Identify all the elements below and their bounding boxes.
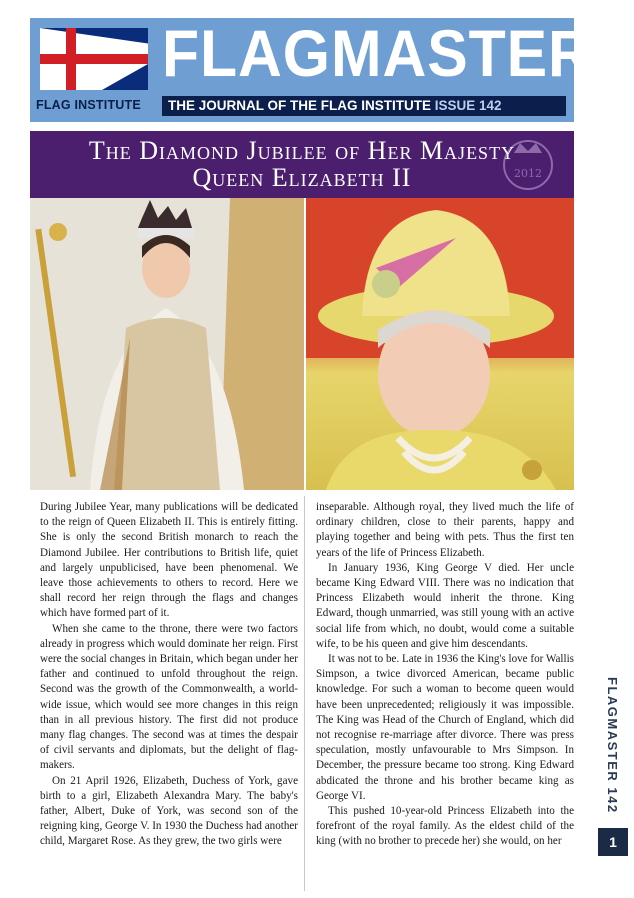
headline-line-2: Queen Elizabeth II <box>192 163 412 192</box>
masthead <box>30 16 593 122</box>
subtitle-bar <box>162 96 566 116</box>
headline-banner <box>30 131 574 198</box>
paragraph: In January 1936, King George V died. Her uncle became King Edward VIII. There was no indication that Princess Elizabeth would inherit the throne. King Edward, though unmarried, was still young with an active social life from which, no doubt, would come a suitable wife, to be his queen and give him descendants. <box>316 561 574 650</box>
side-tab <box>596 677 626 814</box>
institute-label: FLAG INSTITUTE <box>36 98 141 112</box>
subtitle-text: THE JOURNAL OF THE FLAG INSTITUTE <box>168 98 431 113</box>
flag-institute-logo <box>40 28 148 90</box>
side-tab-label: FLAGMASTER 142 <box>605 677 620 814</box>
article-column-right <box>316 500 574 850</box>
paragraph: On 21 April 1926, Elizabeth, Duchess of York, gave birth to a girl, Elizabeth Alexandra Mary. The baby's father, Albert, Duke of York, was second son of the reigning king, George V. In 1930 the Duchess had another child, Margaret Rose. As they grew, the two girls were <box>40 774 298 848</box>
paragraph: This pushed 10-year-old Princess Elizabeth into the forefront of the royal family. As the eldest child of the king (with no brother to precede her) she would, on her <box>316 805 574 848</box>
paragraph: It was not to be. Late in 1936 the King's love for Wallis Simpson, a twice divorced American, became public knowledge. For such a woman to become queen would have been unprecedented; religiously it was impossible. The King was Head of the Church of England, which did not recognise re-marriage after divorce. There was press speculation, mostly unfavourable to Mrs Simpson. In December, the pressure became too strong. King Edward abdicated the throne and his brother became king as George VI. <box>316 653 574 802</box>
paragraph: When she came to the throne, there were two factors already in progress which would dominate her reign. First were the social changes in Britain, which began under her father and continued to unfold throughout the reign. Second was the growth of the Commonwealth, a world-wide issue, which would see more changes in this reign than in all previous history. The first did not produce many flag changes. The second was at times the despair of civil servants and diplomats, but the delight of flag-makers. <box>40 622 298 772</box>
crest-year: 2012 <box>514 167 542 180</box>
journal-title: FLAGMASTER <box>162 16 593 90</box>
headline <box>30 137 574 191</box>
article-column-left <box>40 500 298 850</box>
queen-portrait-photo <box>306 198 574 490</box>
paragraph: During Jubilee Year, many publications will be dedicated to the reign of Queen Elizabeth II. This is entirely fitting. She is only the second British monarch to reach the Diamond Jubilee. Her contributions to British life, quiet and largely unpublicised, have been phenomenal. We leave those achievements to others to record. Here we shall record her reign through the flags and changes which have formed part of it. <box>40 501 298 620</box>
coronation-photo <box>30 198 304 490</box>
issue-number: ISSUE 142 <box>434 98 502 113</box>
subtitle <box>168 98 502 113</box>
headline-line-1: The Diamond Jubilee of Her Majesty <box>88 136 516 165</box>
paragraph: inseparable. Although royal, they lived much the life of ordinary children, close to their parents, happy and playing together and being with pets. Thus the first ten years of the life of Princess Elizabeth. <box>316 501 574 559</box>
column-divider <box>304 496 305 891</box>
page-number: 1 <box>598 828 628 856</box>
